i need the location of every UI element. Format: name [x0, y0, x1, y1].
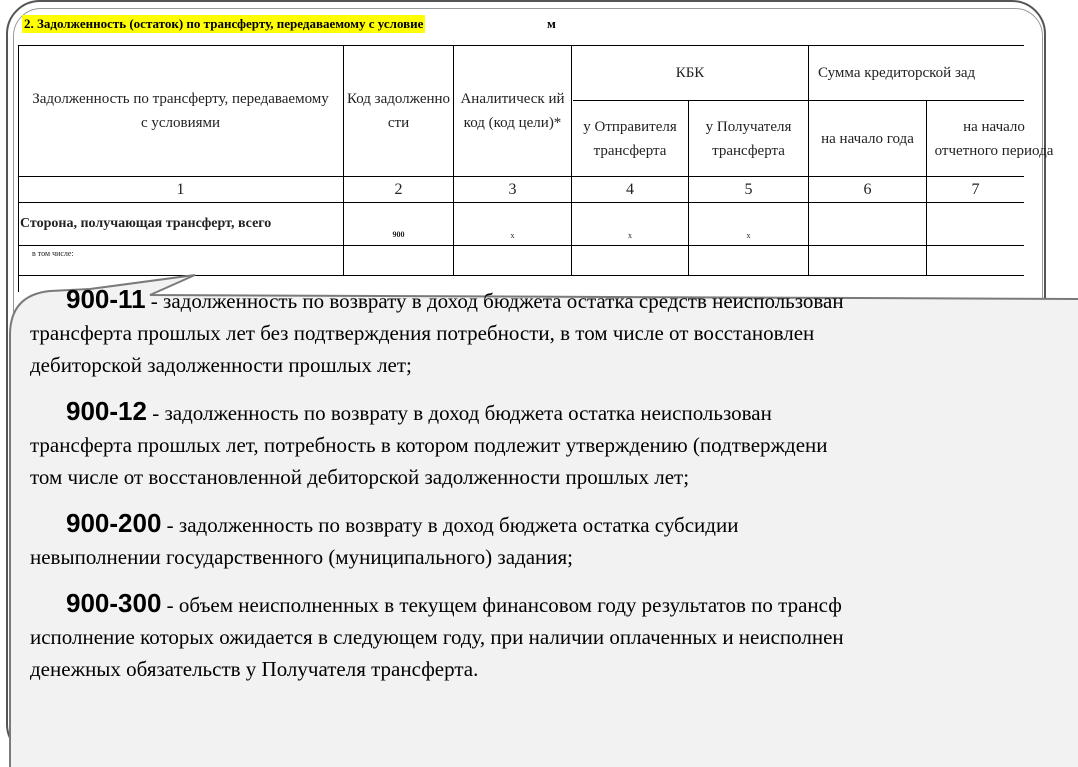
row-total-label: Сторона, получающая трансферт, всего: [20, 216, 272, 231]
table-line: [18, 245, 1024, 246]
paragraph-line: трансферта прошлых лет, потребность в котором подлежит утверждению (подтверждени: [30, 433, 828, 457]
col-number: 7: [971, 180, 980, 198]
codes-description: [30, 280, 1040, 685]
row-total-x: x: [510, 231, 515, 240]
header-debt: Задолженность по трансферту, передаваемому с условиями: [32, 90, 329, 131]
row-total-x: x: [628, 231, 632, 240]
paragraph-line: - задолженность по возврату в доход бюджета остатка субсидии: [161, 513, 739, 537]
col-number: 6: [863, 180, 872, 198]
paragraph-line: - задолженность по возврату в доход бюджета остатка неиспользован: [146, 401, 772, 425]
paragraph-line: - объем неисполненных в текущем финансовом году результатов по трансф: [161, 593, 842, 617]
col-number: 4: [626, 180, 634, 198]
code-900-300: 900-300: [66, 588, 162, 618]
table-line: [18, 45, 19, 292]
paragraph-line: дебиторской задолженности прошлых лет;: [30, 353, 412, 377]
paragraph-line: - задолженность по возврату в доход бюджета остатка средств неиспользован: [145, 289, 844, 313]
header-sum-start-period: на начало отчетного периода: [934, 118, 1054, 159]
paragraph-line: том числе от восстановленной дебиторской задолженности прошлых лет;: [30, 465, 690, 489]
paragraph-line: исполнение которых ожидается в следующем году, при наличии оплаченных и неисполнен: [30, 625, 844, 649]
section-title-tail: м: [547, 16, 556, 31]
header-analytic: Аналитическ ий код (код цели)*: [460, 90, 565, 131]
paragraph-900-11: [30, 283, 1040, 381]
row-total-x: x: [746, 231, 751, 240]
paragraph-900-200: [30, 507, 1040, 573]
code-900-11: 900-11: [66, 284, 146, 314]
paragraph-900-12: [30, 395, 1040, 493]
col-number: 2: [394, 180, 403, 198]
paragraph-900-300: [30, 587, 1040, 685]
code-900-12: 900-12: [66, 396, 147, 426]
header-sum-start-year: на начало года: [821, 130, 914, 147]
debt-table: [18, 45, 1054, 292]
header-code: Код задолженно сти: [346, 90, 451, 131]
paragraph-line: денежных обязательств у Получателя трансферта.: [30, 657, 479, 681]
col-number: 1: [176, 180, 185, 198]
header-kbk: КБК: [675, 64, 705, 81]
row-including-label: в том числе:: [32, 249, 74, 258]
code-900-200: 900-200: [66, 508, 162, 538]
col-number: 3: [508, 180, 517, 198]
paragraph-line: невыполнении государственного (муниципального) задания;: [30, 545, 574, 569]
col-number: 5: [744, 180, 753, 198]
section-title: 2. Задолженность (остаток) по трансферту, передаваемому с условие: [24, 16, 424, 31]
header-sum: Сумма кредиторской зад: [818, 64, 976, 81]
paragraph-line: трансферта прошлых лет без подтверждения потребности, в том числе от восстановлен: [30, 321, 815, 345]
header-kbk-sender: у Отправителя трансферта: [583, 118, 677, 159]
header-kbk-receiver: у Получателя трансферта: [705, 118, 792, 159]
row-total-code: 900: [392, 230, 405, 239]
